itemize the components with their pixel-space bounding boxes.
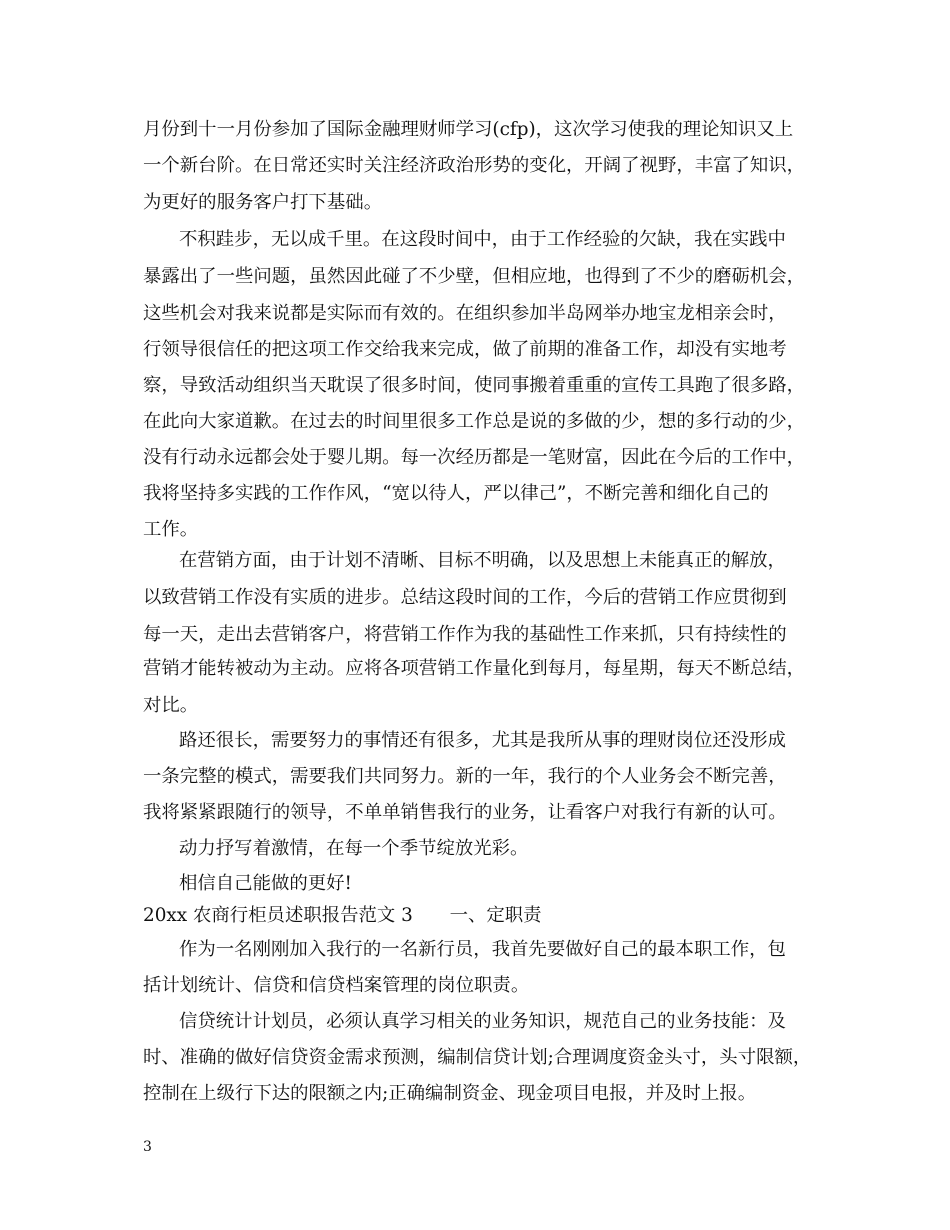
- text-line: 为更好的服务客户打下基础。: [143, 192, 383, 213]
- text-line: 没有行动永远都会处于婴儿期。每一次经历都是一笔财富，因此在今后的工作中，: [143, 447, 806, 468]
- text-line: 行领导很信任的把这项工作交给我来完成，做了前期的准备工作，却没有实地考: [143, 339, 787, 360]
- text-line: 每一天，走出去营销客户，将营销工作作为我的基础性工作来抓，只有持续性的: [143, 624, 787, 645]
- text-line: 一条完整的模式，需要我们共同努力。新的一年，我行的个人业务会不断完善，: [143, 766, 787, 787]
- text-line: 工作。: [143, 519, 199, 540]
- text-line: 括计划统计、信贷和信贷档案管理的岗位职责。: [143, 975, 530, 996]
- text-line: 一个新台阶。在日常还实时关注经济政治形势的变化，开阔了视野，丰富了知识，: [143, 155, 806, 176]
- text-line: 时、准确的做好信贷资金需求预测，编制信贷计划;合理调度资金头寸，头寸限额，: [143, 1047, 812, 1068]
- text-line: 以致营销工作没有实质的进步。总结这段时间的工作，今后的营销工作应贯彻到: [143, 587, 787, 608]
- text-line: 对比。: [143, 695, 199, 716]
- page-number: 3: [143, 1139, 152, 1155]
- paragraph-first-line: 相信自己能做的更好!: [179, 873, 352, 894]
- paragraph-first-line: 信贷统计计划员，必须认真学习相关的业务知识，规范自己的业务技能：及: [179, 1011, 786, 1032]
- paragraph-first-line: 在营销方面，由于计划不清晰、目标不明确，以及思想上未能真正的解放，: [179, 550, 786, 571]
- text-line: 控制在上级行下达的限额之内;正确编制资金、现金项目电报，并及时上报。: [143, 1083, 757, 1104]
- text-line: 在此向大家道歉。在过去的时间里很多工作总是说的多做的少，想的多行动的少，: [143, 411, 806, 432]
- text-line: 营销才能转被动为主动。应将各项营销工作量化到每月，每星期，每天不断总结，: [143, 658, 806, 679]
- text-line: 月份到十一月份参加了国际金融理财师学习(cfp)，这次学习使我的理论知识又上: [143, 119, 794, 140]
- section-heading: 20xx 农商行柜员述职报告范文 3 一、定职责: [143, 905, 542, 926]
- paragraph-first-line: 动力抒写着激情，在每一个季节绽放光彩。: [179, 838, 529, 859]
- paragraph-first-line: 作为一名刚刚加入我行的一名新行员，我首先要做好自己的最本职工作，包: [179, 939, 786, 960]
- paragraph-first-line: 路还很长，需要努力的事情还有很多，尤其是我所从事的理财岗位还没形成: [179, 730, 786, 751]
- text-line: 我将坚持多实践的工作作风，“宽以待人，严以律己”，不断完善和细化自己的: [143, 483, 769, 504]
- text-line: 暴露出了一些问题，虽然因此碰了不少壁，但相应地，也得到了不少的磨砺机会，: [143, 266, 806, 287]
- text-line: 这些机会对我来说都是实际而有效的。在组织参加半岛网举办地宝龙相亲会时，: [143, 303, 787, 324]
- paragraph-first-line: 不积跬步，无以成千里。在这段时间中，由于工作经验的欠缺，我在实践中: [179, 229, 786, 250]
- text-line: 我将紧紧跟随行的领导，不单单销售我行的业务，让看客户对我行有新的认可。: [143, 802, 787, 823]
- text-line: 察，导致活动组织当天耽误了很多时间，使同事搬着重重的宣传工具跑了很多路，: [143, 375, 806, 396]
